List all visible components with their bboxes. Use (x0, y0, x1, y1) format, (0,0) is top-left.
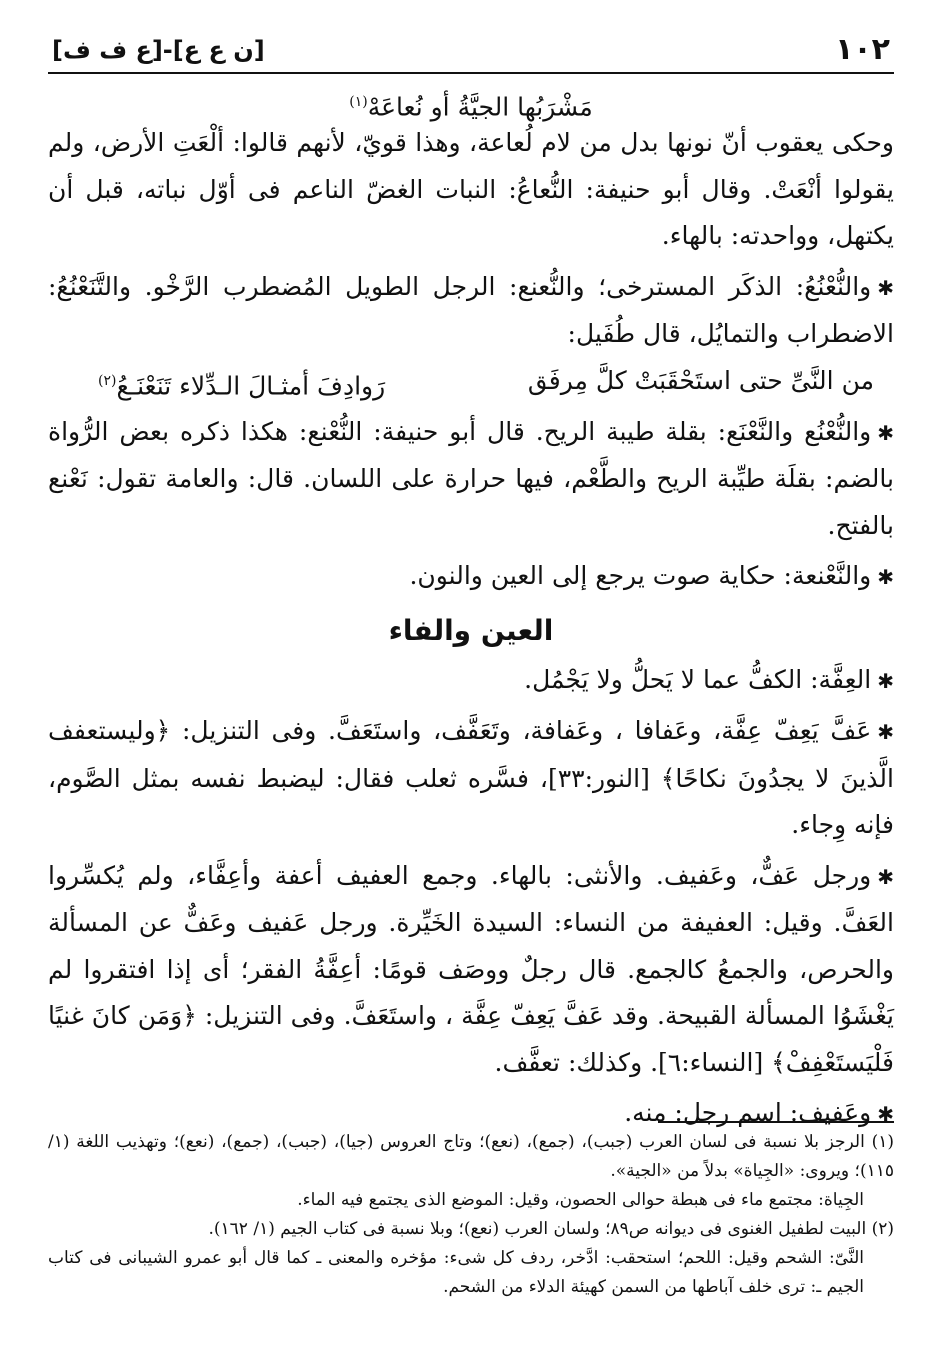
page-number: ١٠٢ (835, 32, 890, 67)
paragraph-text: عَفَّ يَعِفّ عِفَّة، وعَفافا ، وعَفافة، وتَعَفَّف، واستَعَفَّ. وفى التنزيل: ﴿وليستعفف الَّذينَ لا يجدُونَ نكاحًا﴾ [النور:٣٣]، فسَّره ثعلب فقال: ليضبط نفسه بمثل الصَّوم، فإنه وِجاء. (48, 716, 894, 840)
paragraph-text: العِفَّة: الكفُّ عما لا يَحلُّ ولا يَجْمُل. (524, 664, 872, 694)
poem-hemistich-left-wrap (98, 358, 385, 409)
entry-marker-icon: ✱ (877, 720, 894, 745)
entry-paragraph (48, 409, 894, 550)
page-header (48, 28, 894, 74)
opening-verse-text: مَشْرَبُها الجيَّةُ أو نُعاعَهْ (367, 92, 593, 122)
paragraph: وحكى يعقوب أنّ نونها بدل من لام لُعاعة، وهذا قويّ، لأنهم قالوا: ألْعَتِ الأرض، ولم يقولوا أنْعَتْ. وقال أبو حنيفة: النُّعاعُ: النبات الغضّ الناعم فى أوّل نباته، قبل أن يكتهل، وواحدته: بالهاء. (48, 128, 894, 250)
footnote: (١) الرجز بلا نسبة فى لسان العرب (جبب)، (جمع)، (نعع)؛ وتاج العروس (جيا)، (جبب)، (جمع)، (نعع)؛ وتهذيب اللغة (١/ ١١٥)؛ ويروى: «الجِياة» بدلاً من «الجية». (48, 1132, 894, 1181)
opening-verse (48, 84, 894, 120)
paragraph-text: والنُّعْنُعُ: الذكَر المسترخى؛ والنُّعنع: الرجل الطويل المُضطرب الرَّخْو. والتَّنَعْنُعُ: الاضطراب والتمايُل، قال طُفَيل: (48, 271, 894, 348)
footnote: (٢) البيت لطفيل الغنوى فى ديوانه ص٨٩؛ ولسان العرب (نعع)؛ وبلا نسبة فى كتاب الجيم (١/ ١٦٢). (208, 1219, 894, 1239)
footnote-ref-2: (٢) (98, 372, 117, 389)
entry-paragraph (48, 853, 894, 1087)
footnote-divider (658, 1121, 894, 1123)
paragraph-text: ورجل عَفٌّ، وعَفيف. والأنثى: بالهاء. وجمع العفيف أعفة وأعِفَّاء، ولم يُكسِّروا العَفَّ. وقيل: العفيفة من النساء: السيدة الخَيِّرة. ورجل عَفيف وعَفٌّ عن المسألة والحرص، والجمعُ كالجمع. قال رجلٌ ووصَف قومًا: أعِفَّةُ الفقر؛ أى إذا افتقروا لم يَغْشَوُا المسألة القبيحة. وقد عَفَّ يَعِفّ عِفَّة ، واستَعَفَّ. وفى التنزيل: ﴿وَمَن كانَ غنيًا فَلْيَستَعْفِفْ﴾ [النساء:٦]. وكذلك: تعفَّف. (48, 860, 895, 1077)
entry-paragraph (48, 553, 894, 601)
entry-marker-icon: ✱ (877, 864, 894, 889)
entry-marker-icon: ✱ (877, 275, 894, 300)
main-text (48, 120, 894, 1138)
entry-paragraph (48, 264, 894, 358)
paragraph-text: والنَّعْنعة: حكاية صوت يرجع إلى العين والنون. (409, 561, 872, 591)
entry-paragraph (48, 657, 894, 705)
root-range-label: [ن ع ع]-[ع ف ف] (52, 36, 265, 64)
entry-marker-icon: ✱ (877, 565, 894, 590)
entry-marker-icon: ✱ (877, 420, 894, 445)
entry-paragraph (48, 708, 894, 849)
paragraph-text: والنُّعْنُع والنَّعْنَع: بقلة طيبة الريح. قال أبو حنيفة: النُّعْنع: هكذا ذكره بعض الرُّواة بالضم: بقلَة طيِّبة الريح والطَّعْم، فيها حرارة على اللسان. قال: والعامة تقول: نَعْنع بالفتح. (48, 416, 894, 540)
footnote-gloss: النَّىّ: الشحم وقيل: اللحم؛ استحقب: ادَّخر، ردف كل شىء: مؤخره والمعنى ـ كما قال أبو عمرو الشيبانى فى كتاب الجيم ـ: ترى خلف آباطها من السمن كهيئة الدلاء من الشحم. (48, 1248, 864, 1297)
footnote-gloss: الجِياة: مجتمع ماء فى هبطة حوالى الحصون، وقيل: الموضع الذى يجتمع فيه الماء. (297, 1190, 864, 1210)
entry-marker-icon: ✱ (877, 668, 894, 693)
poem-line (48, 358, 894, 409)
footnotes (48, 1128, 894, 1302)
poem-hemistich-left: رَوادِفَ أمثـالَ الـدِّلاء تَنَعْنَـعُ (116, 370, 386, 400)
footnote-ref-1: (١) (349, 94, 368, 110)
poem-hemistich-right: من النَّىِّ حتى استَحْقَبَتْ كلَّ مِرفَق (527, 365, 874, 395)
section-heading: العين والفاء (388, 613, 554, 647)
entry-marker-icon: ✱ (877, 1102, 894, 1127)
book-page (48, 28, 894, 1348)
paragraph-text: وعَفيف: اسم رجل: منه. (624, 1098, 872, 1128)
